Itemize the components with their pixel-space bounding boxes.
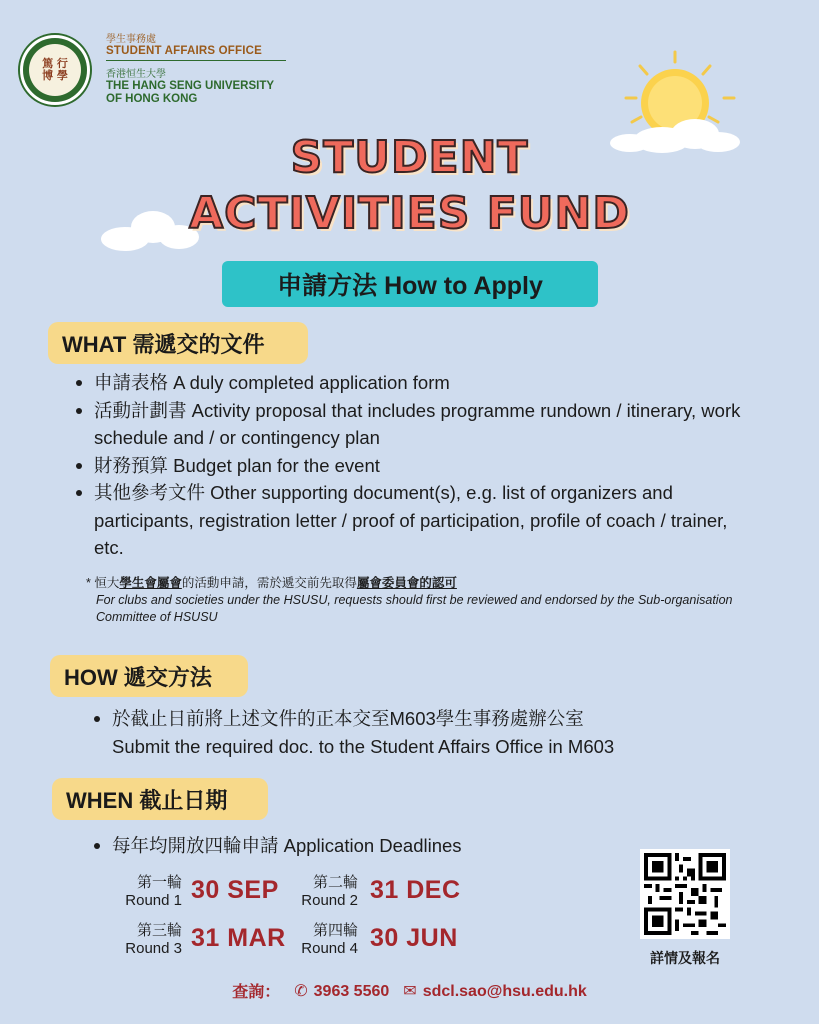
when-deadline-list [90, 832, 610, 860]
round-1-en: Round 1 [125, 892, 182, 909]
round-2-en: Round 2 [301, 892, 358, 909]
round-2-zh: 第二輪 [312, 874, 358, 891]
qr-code[interactable] [640, 849, 730, 939]
office-name-en: STUDENT AFFAIRS OFFICE [106, 45, 263, 57]
contact-bar [0, 979, 819, 1002]
list-item: 財務預算 Budget plan for the event [72, 452, 762, 480]
qr-caption: 詳情及報名 [650, 950, 720, 966]
mail-icon: ✉ [403, 982, 417, 1000]
list-item [90, 705, 770, 760]
round-4-en: Round 4 [301, 940, 358, 957]
email-address: sdcl.sao@hsu.edu.hk [422, 982, 587, 1000]
note-zh [86, 575, 786, 592]
qr-code-icon [644, 853, 726, 935]
round-2-label [286, 874, 358, 910]
phone-number: 3963 5560 [313, 982, 390, 1000]
list-item: 每年均開放四輪申請 Application Deadlines [90, 832, 610, 860]
note-emphasis-1: 學生會屬會 [119, 576, 182, 590]
header-divider [106, 60, 286, 61]
round-1-label [110, 874, 182, 910]
how-to-apply-banner: 申請方法 How to Apply [222, 261, 598, 307]
email-contact[interactable] [403, 981, 587, 1001]
round-3-label [110, 922, 182, 958]
how-submission-list [90, 705, 770, 760]
list-item: 其他參考文件 Other supporting document(s), e.g. list of organizers and participants, registration letter / proof of participation, profile of coach / trainer, etc. [72, 479, 762, 562]
round-4-label [286, 922, 358, 958]
round-2-date: 31 DEC [370, 876, 461, 904]
round-3-date: 31 MAR [191, 924, 286, 952]
seal-text: 篤 行 博 學 [29, 44, 81, 96]
round-1-date: 30 SEP [191, 876, 279, 904]
office-name-zh: 學生事務處 [106, 34, 156, 45]
hsusu-note [86, 575, 786, 626]
note-middle: 的活動申請，需於遞交前先取得 [181, 576, 357, 590]
when-section-tag: WHEN 截止日期 [52, 778, 268, 820]
phone-contact[interactable] [294, 981, 389, 1001]
university-seal-logo [20, 35, 90, 105]
submission-en: Submit the required doc. to the Student Affairs Office in M603 [112, 735, 615, 757]
round-4-zh: 第四輪 [312, 922, 358, 939]
list-item: 活動計劃書 Activity proposal that includes programme rundown / itinerary, work schedule and / or contingency plan [72, 397, 762, 452]
note-prefix: * 恒大 [86, 576, 120, 590]
round-3-en: Round 3 [125, 940, 182, 957]
university-name-en-line1: THE HANG SENG UNIVERSITY [106, 80, 275, 92]
title-line-1: STUDENT [290, 132, 529, 183]
title-line-2: ACTIVITIES FUND [189, 188, 630, 239]
organization-header [106, 30, 296, 106]
how-section-tag: HOW 遞交方法 [50, 655, 248, 697]
contact-label: 查詢： [232, 984, 281, 1001]
university-name-zh: 香港恒生大學 [106, 69, 166, 80]
what-section-tag: WHAT 需遞交的文件 [48, 322, 308, 364]
note-en: For clubs and societies under the HSUSU, requests should first be reviewed and endorsed by the Sub-organisation Committee of HSUSU [96, 593, 733, 624]
round-1-zh: 第一輪 [136, 874, 182, 891]
round-3-zh: 第三輪 [136, 922, 182, 939]
phone-icon: ✆ [294, 982, 308, 1000]
list-item: 申請表格 A duly completed application form [72, 369, 762, 397]
note-emphasis-2: 屬會委員會的認可 [356, 576, 457, 590]
what-requirements-list [72, 369, 762, 562]
submission-zh: 於截止日前將上述文件的正本交至M603學生事務處辦公室 [112, 708, 584, 729]
university-name-en-line2: OF HONG KONG [106, 93, 198, 105]
round-4-date: 30 JUN [370, 924, 458, 952]
